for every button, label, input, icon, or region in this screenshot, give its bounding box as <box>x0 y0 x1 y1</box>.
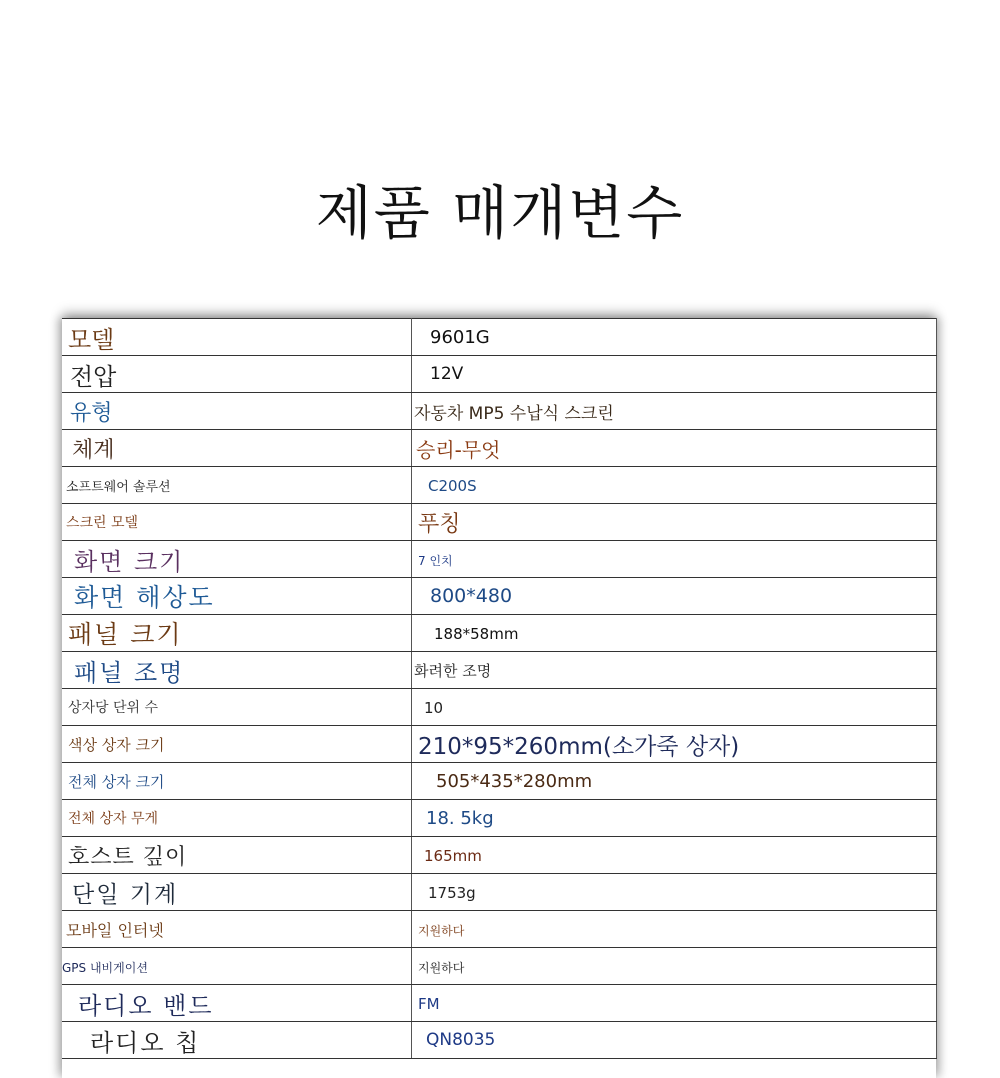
row-value-cell <box>412 615 937 652</box>
row-label-cell <box>62 726 412 763</box>
page-title: 제품 매개변수 <box>315 179 685 247</box>
row-label-cell <box>62 837 412 874</box>
row-label: GPS 내비게이션 <box>62 960 148 975</box>
row-label-cell <box>62 985 412 1022</box>
row-label-cell <box>62 578 412 615</box>
table-row <box>62 689 937 726</box>
row-value: 지원하다 <box>418 960 465 975</box>
table-row <box>62 985 937 1022</box>
spec-table <box>62 318 937 1059</box>
table-row <box>62 393 937 430</box>
row-label: 체계 <box>72 437 115 463</box>
row-value: 승리-무엇 <box>416 437 501 462</box>
row-label-cell <box>62 615 412 652</box>
row-label-cell <box>62 800 412 837</box>
spec-sheet <box>62 318 936 1078</box>
row-value-cell <box>412 948 937 985</box>
row-value: 9601G <box>430 326 490 348</box>
row-label-cell <box>62 1022 412 1059</box>
row-value: 지원하다 <box>418 923 465 938</box>
row-label: 소프트웨어 솔루션 <box>66 479 171 495</box>
table-row <box>62 541 937 578</box>
row-label-cell <box>62 911 412 948</box>
table-row <box>62 911 937 948</box>
row-value-cell <box>412 356 937 393</box>
row-label: 전체 상자 크기 <box>68 772 165 791</box>
row-label: 라디오 칩 <box>90 1028 201 1057</box>
row-value-cell <box>412 911 937 948</box>
row-label-cell <box>62 356 412 393</box>
row-value-cell <box>412 652 937 689</box>
table-row <box>62 467 937 504</box>
row-value-cell <box>412 763 937 800</box>
row-label: 모바일 인터넷 <box>66 920 164 940</box>
row-value: 1753g <box>428 883 476 902</box>
row-value: 165mm <box>424 846 482 865</box>
row-value: 12V <box>430 364 464 384</box>
row-label-cell <box>62 467 412 504</box>
row-label: 패널 조명 <box>74 658 185 687</box>
row-value-cell <box>412 319 937 356</box>
row-label: 색상 상자 크기 <box>68 735 165 754</box>
table-row <box>62 800 937 837</box>
row-label: 유형 <box>70 400 113 426</box>
row-value-cell <box>412 1022 937 1059</box>
row-label: 화면 해상도 <box>74 583 215 612</box>
row-value-cell <box>412 874 937 911</box>
row-label-cell <box>62 763 412 800</box>
row-label: 전압 <box>70 362 117 391</box>
row-value: 푸칭 <box>418 511 461 537</box>
row-label: 패널 크기 <box>68 620 183 649</box>
table-row <box>62 578 937 615</box>
row-value: QN8035 <box>426 1030 496 1050</box>
row-label-cell <box>62 504 412 541</box>
row-label-cell <box>62 948 412 985</box>
row-label: 호스트 깊이 <box>68 844 188 870</box>
row-value-cell <box>412 467 937 504</box>
table-row <box>62 652 937 689</box>
row-label-cell <box>62 652 412 689</box>
table-row <box>62 319 937 356</box>
row-value: 18. 5kg <box>426 807 494 829</box>
row-label-cell <box>62 430 412 467</box>
table-row <box>62 356 937 393</box>
row-label-cell <box>62 874 412 911</box>
row-value-cell <box>412 541 937 578</box>
row-value-cell <box>412 837 937 874</box>
row-value: 800*480 <box>430 585 513 607</box>
table-row <box>62 430 937 467</box>
row-value: 210*95*260mm(소가죽 상자) <box>418 733 740 760</box>
row-value-cell <box>412 689 937 726</box>
row-value-cell <box>412 726 937 763</box>
row-value: C200S <box>428 476 477 495</box>
table-row <box>62 763 937 800</box>
row-value: 화려한 조명 <box>414 661 492 680</box>
row-value: 7 인치 <box>418 553 453 568</box>
row-value-cell <box>412 578 937 615</box>
row-label-cell <box>62 689 412 726</box>
row-value: FM <box>418 994 440 1013</box>
row-label: 라디오 밴드 <box>78 991 214 1020</box>
row-label-cell <box>62 393 412 430</box>
row-label: 스크린 모델 <box>66 515 139 531</box>
table-row <box>62 504 937 541</box>
table-row <box>62 1022 937 1059</box>
row-label: 상자당 단위 수 <box>68 700 159 716</box>
row-value: 505*435*280mm <box>436 770 593 792</box>
table-row <box>62 726 937 763</box>
row-label-cell <box>62 541 412 578</box>
row-label-cell <box>62 319 412 356</box>
table-row <box>62 837 937 874</box>
row-value-cell <box>412 985 937 1022</box>
row-label: 단일 기계 <box>72 881 179 908</box>
row-label: 전체 상자 무게 <box>68 811 159 827</box>
row-value-cell <box>412 393 937 430</box>
row-value-cell <box>412 800 937 837</box>
row-value-cell <box>412 504 937 541</box>
row-value: 자동차 MP5 수납식 스크린 <box>414 403 614 424</box>
row-value: 10 <box>424 698 444 717</box>
table-row <box>62 948 937 985</box>
row-value-cell <box>412 430 937 467</box>
table-row <box>62 615 937 652</box>
table-row <box>62 874 937 911</box>
row-value: 188*58mm <box>434 624 519 643</box>
row-label: 모델 <box>68 325 115 354</box>
row-label: 화면 크기 <box>74 547 185 576</box>
